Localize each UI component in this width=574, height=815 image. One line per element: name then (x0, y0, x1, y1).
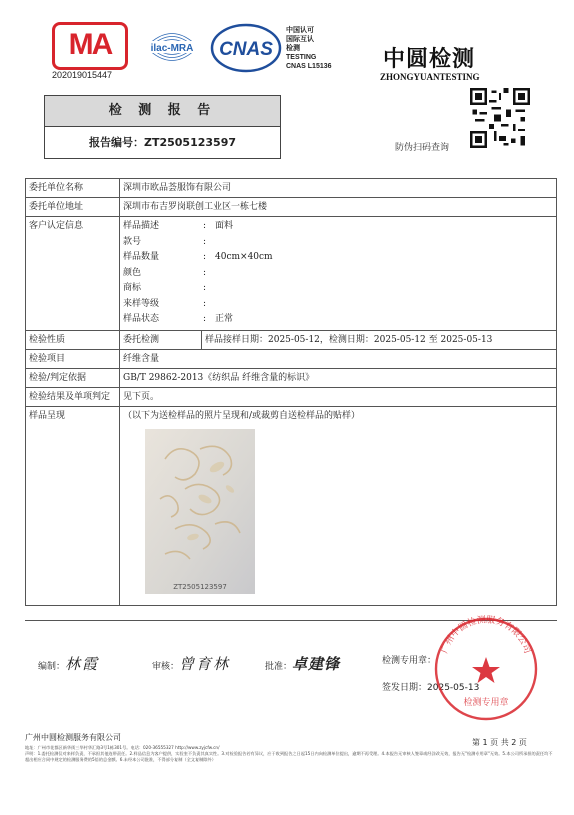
table-row (26, 406, 557, 605)
table-row (26, 368, 557, 387)
basis-value: GB/T 29862-2013《纺织品 纤维含量的标识》 (120, 368, 557, 387)
sample-photo (145, 429, 255, 594)
seal-label: 检测专用章： (382, 656, 437, 666)
nature-value: 委托检测 (120, 330, 202, 349)
address-label: 委托单位地址 (26, 198, 120, 217)
ilac-mra-logo (140, 22, 204, 72)
report-title-box (44, 95, 281, 159)
address-value: 深圳市布吉罗岗联创工业区一栋七楼 (120, 198, 557, 217)
cma-logo: MA (52, 22, 128, 70)
table-row (26, 217, 557, 331)
client-info-list (120, 217, 557, 331)
footer-company: 广州中圆检测服务有限公司 (25, 733, 121, 742)
report-number-line (45, 127, 280, 158)
basis-label: 检验/判定依据 (26, 368, 120, 387)
ilac-text: ilac-MRA (150, 43, 194, 54)
report-number-label: 报告编号： (88, 136, 144, 149)
approver-name: 卓建锋 (292, 655, 341, 673)
reviewer-signature: 审核：曾育林 (152, 655, 231, 673)
photo-caption: ZT2505123597 (173, 582, 227, 591)
issue-date: 2025-05-13 (427, 683, 480, 693)
item-value: 纤维含量 (120, 349, 557, 368)
footer-statement: 声明：1.委托检测仅对来样负责，不承担其他连带责任。2.样品信息为客户提供，实验室不负责其真实性。3.对检验报告若有异议，应于收到报告之日起15日内向检测单位提出，逾期不再受理。4.本报告无审核人签章或经涂改无效，报告无"检测专用章"无效。5.本公司所承担的责任均不超出相应合同中规定的检测服务费的5倍的总金额。6.未经本公司批准，不得部分复制（全文复制除外） (25, 751, 553, 762)
table-row (26, 387, 557, 406)
report-title: 检 测 报 告 (45, 96, 280, 127)
company-seal-stamp (432, 615, 540, 723)
stamp-bottom-text: 检测专用章 (463, 698, 509, 708)
footer-notes (25, 745, 555, 763)
report-info-table (25, 178, 557, 606)
issue-date-line: 签发日期：2025-05-13 (382, 683, 480, 693)
list-item: 样品描述 : 面料 (123, 221, 234, 231)
stamp-text: 广州中圆检测服务有限公司 (440, 615, 532, 655)
client-value: 深圳市欧品荟服饰有限公司 (120, 179, 557, 198)
brand-name-en: ZHONGYUANTESTING (380, 72, 480, 82)
dates-value: 样品接样日期：2025-05-12，检测日期：2025-05-12 至 2025-05-13 (202, 330, 557, 349)
sample-cell (120, 406, 557, 605)
client-info-label: 客户认定信息 (26, 217, 120, 331)
table-row (26, 179, 557, 198)
anti-counterfeit-label: 防伪扫码查询 (395, 143, 450, 153)
sample-label: 样品呈现 (26, 406, 120, 605)
page-indicator: 第 1 页 共 2 页 (472, 738, 527, 747)
editor-signature: 编制：林霞 (38, 655, 100, 673)
list-item: 样品状态 : 正常 (123, 314, 234, 324)
approver-signature: 批准：卓建锋 (265, 655, 341, 673)
cma-number: 202019015447 (52, 70, 113, 80)
list-item: 颜色 : (123, 267, 207, 278)
cnas-text: CNAS (219, 39, 273, 60)
qr-code-icon[interactable] (470, 88, 530, 148)
nature-label: 检验性质 (26, 330, 120, 349)
cnas-accreditation-text: 中国认可 国际互认 检测 TESTING CNAS L15136 (286, 27, 332, 70)
report-number: ZT2505123597 (143, 136, 237, 149)
result-label: 检验结果及单项判定 (26, 387, 120, 406)
brand-name-cn: 中圆检测 (383, 47, 476, 72)
reviewer-name: 曾育林 (179, 655, 231, 673)
list-item: 款号 : (123, 236, 207, 247)
table-row (26, 330, 557, 349)
editor-name: 林霞 (65, 655, 100, 673)
list-item: 商标 : (123, 283, 207, 293)
svg-text:广州中圆检测服务有限公司 (438, 615, 533, 655)
item-label: 检验项目 (26, 349, 120, 368)
sample-note: （以下为送检样品的照片呈现和/或裁剪自送检样品的贴样） (123, 410, 361, 421)
cnas-logo (210, 22, 282, 74)
result-value: 见下页。 (120, 387, 557, 406)
list-item: 样品数量 : 40cm×40cm (123, 252, 273, 262)
client-label: 委托单位名称 (26, 179, 120, 198)
list-item: 来样等级 : (123, 298, 207, 309)
footer-address: 地址：广州市花都区新华街三华村华汇路3号1栋301号。电话：020-36555327 http://www.zyjcfw.cn/ (25, 745, 220, 750)
table-row (26, 349, 557, 368)
table-row (26, 198, 557, 217)
